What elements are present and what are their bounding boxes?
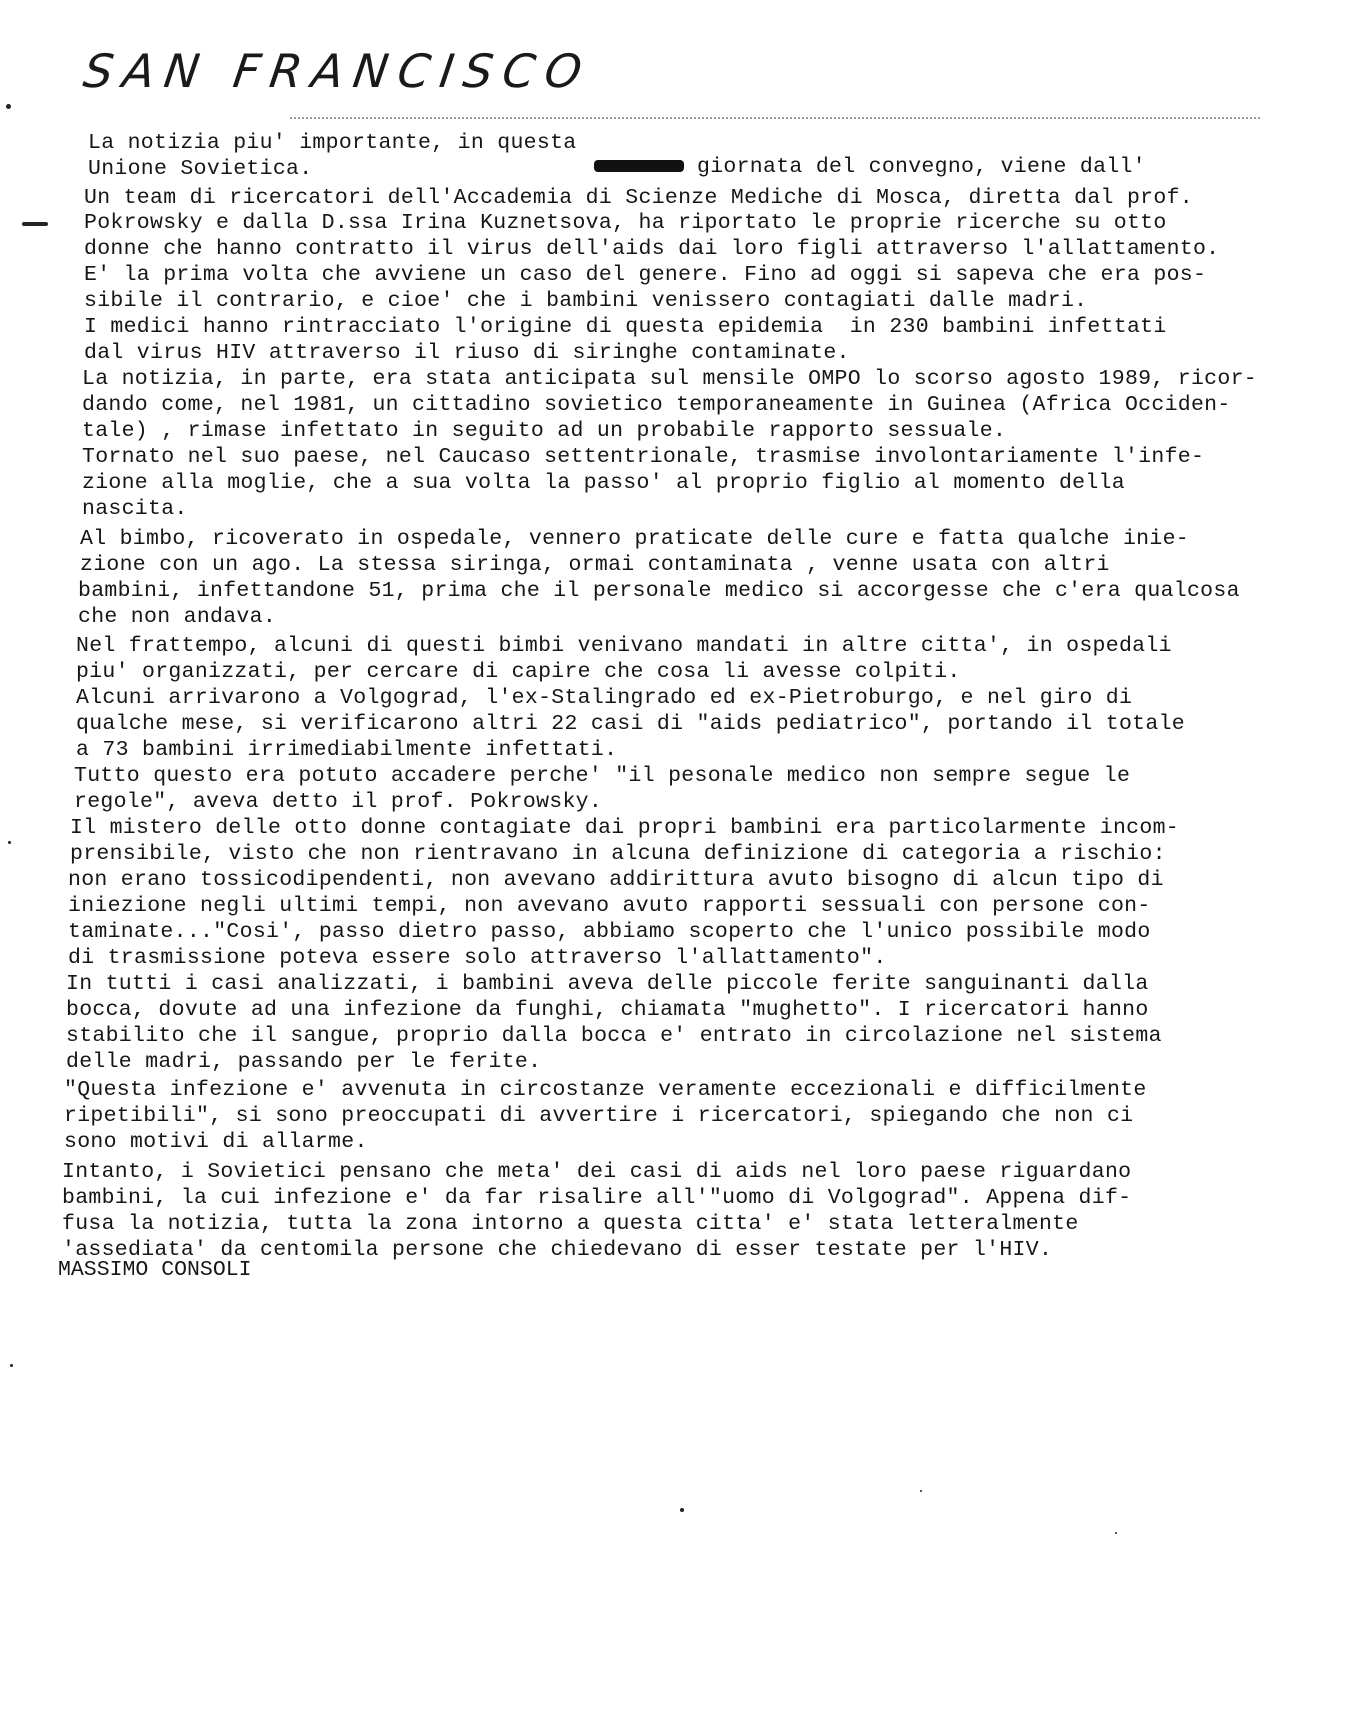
article-line: regole", aveva detto il prof. Pokrowsky. [74, 790, 603, 814]
scan-speck [10, 1364, 13, 1367]
article-line: Intanto, i Sovietici pensano che meta' dei casi di aids nel loro paese riguardano [62, 1160, 1132, 1184]
article-line: Tutto questo era potuto accadere perche' "il pesonale medico non sempre segue le [74, 764, 1131, 788]
scan-speck [1115, 1532, 1117, 1534]
article-line: sono motivi di allarme. [64, 1130, 368, 1154]
article-line: non erano tossicodipendenti, non avevano addirittura avuto bisogno di alcun tipo di [68, 868, 1164, 892]
article-line: Pokrowsky e dalla D.ssa Irina Kuznetsova, ha riportato le proprie ricerche su otto [84, 211, 1167, 235]
article-line: dal virus HIV attraverso il riuso di siringhe contaminate. [84, 341, 850, 365]
article-line: a 73 bambini irrimediabilmente infettati. [76, 738, 618, 762]
article-line: bambini, infettandone 51, prima che il personale medico si accorgesse che c'era qualcosa [78, 579, 1240, 603]
article-line: che non andava. [78, 605, 277, 629]
article-line: donne che hanno contratto il virus dell'aids dai loro figli attraverso l'allattamento. [84, 237, 1220, 261]
article-line: E' la prima volta che avviene un caso del genere. Fino ad oggi si sapeva che era pos- [84, 263, 1207, 287]
article-line: stabilito che il sangue, proprio dalla bocca e' entrato in circolazione nel sistema [66, 1024, 1162, 1048]
scan-speck [8, 841, 11, 844]
article-line: Al bimbo, ricoverato in ospedale, vennero praticate delle cure e fatta qualche inie- [80, 527, 1189, 551]
scan-speck [6, 104, 11, 109]
article-line: delle madri, passando per le ferite. [66, 1050, 542, 1074]
article-line: prensibile, visto che non rientravano in alcuna definizione di categoria a rischio: [70, 842, 1166, 866]
article-line: ripetibili", si sono preoccupati di avvertire i ricercatori, spiegando che non ci [64, 1104, 1134, 1128]
article-line: Un team di ricercatori dell'Accademia di Scienze Mediche di Mosca, diretta dal prof. [84, 186, 1193, 210]
article-line: zione con un ago. La stessa siringa, ormai contaminata , venne usata con altri [80, 553, 1110, 577]
article-line: bambini, la cui infezione e' da far risalire all'"uomo di Volgograd". Appena dif- [62, 1186, 1132, 1210]
article-line: Nel frattempo, alcuni di questi bimbi venivano mandati in altre citta', in ospedali [76, 634, 1172, 658]
article-line: taminate..."Cosi', passo dietro passo, abbiamo scoperto che l'unico possibile modo [68, 920, 1151, 944]
article-line: sibile il contrario, e cioe' che i bambini venissero contagiati dalle madri. [84, 289, 1088, 313]
scan-speck [22, 222, 48, 226]
redaction-mark [594, 160, 684, 172]
article-line: I medici hanno rintracciato l'origine di questa epidemia in 230 bambini infettati [84, 315, 1167, 339]
article-line: nascita. [82, 497, 188, 521]
author-signature: MASSIMO CONSOLI [58, 1258, 252, 1282]
handwritten-title: SAN FRANCISCO [80, 44, 596, 98]
scan-speck [680, 1508, 684, 1512]
article-line: Alcuni arrivarono a Volgograd, l'ex-Stalingrado ed ex-Pietroburgo, e nel giro di [76, 686, 1133, 710]
article-line: Il mistero delle otto donne contagiate dai propri bambini era particolarmente incom- [70, 816, 1179, 840]
header-divider [290, 117, 1260, 119]
article-line: piu' organizzati, per cercare di capire che cosa li avesse colpiti. [76, 660, 961, 684]
article-line: fusa la notizia, tutta la zona intorno a questa citta' e' stata letteralmente [62, 1212, 1079, 1236]
article-line: Tornato nel suo paese, nel Caucaso settentrionale, trasmise involontariamente l'infe- [82, 445, 1205, 469]
article-line: iniezione negli ultimi tempi, non avevano avuto rapporti sessuali con persone con- [68, 894, 1151, 918]
article-line: In tutti i casi analizzati, i bambini aveva delle piccole ferite sanguinanti dalla [66, 972, 1149, 996]
article-line: dando come, nel 1981, un cittadino sovietico temporaneamente in Guinea (Africa Occiden- [82, 393, 1231, 417]
article-line: giornata del convegno, viene dall' [697, 155, 1146, 179]
article-line: La notizia, in parte, era stata anticipata sul mensile OMPO lo scorso agosto 1989, ricor- [82, 367, 1257, 391]
article-line: 'assediata' da centomila persone che chiedevano di esser testate per l'HIV. [62, 1238, 1053, 1262]
article-line: zione alla moglie, che a sua volta la passo' al proprio figlio al momento della [82, 471, 1125, 495]
article-line: "Questa infezione e' avvenuta in circostanze veramente eccezionali e difficilmente [64, 1078, 1147, 1102]
article-line: La notizia piu' importante, in questa [88, 131, 577, 155]
article-line: bocca, dovute ad una infezione da funghi, chiamata "mughetto". I ricercatori hanno [66, 998, 1149, 1022]
article-line: qualche mese, si verificarono altri 22 casi di "aids pediatrico", portando il totale [76, 712, 1185, 736]
article-line: Unione Sovietica. [88, 157, 313, 181]
article-line: tale) , rimase infettato in seguito ad un probabile rapporto sessuale. [82, 419, 1007, 443]
scan-speck [920, 1490, 922, 1492]
article-line: di trasmissione poteva essere solo attraverso l'allattamento". [68, 946, 887, 970]
